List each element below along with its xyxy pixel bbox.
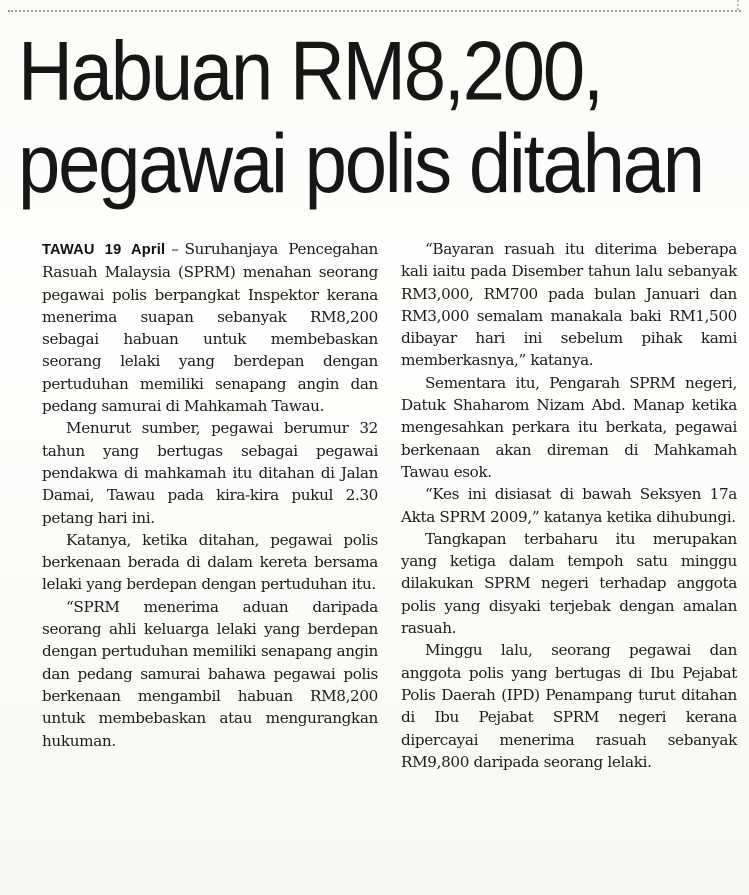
paragraph-lead — [42, 238, 378, 417]
dateline-dash: – — [171, 240, 179, 258]
paragraph: “Kes ini disiasat di bawah Seksyen 17a Akta SPRM 2009,” katanya ketika dihubungi. — [401, 485, 737, 526]
paragraph: Menurut sumber, pegawai berumur 32 tahun yang bertugas sebagai pegawai pendakwa di mahkamah itu ditahan di Jalan Damai, Tawau pada kira-kira pukul 2.30 petang hari ini. — [42, 419, 378, 527]
paragraph: “Bayaran rasuah itu diterima beberapa kali iaitu pada Disember tahun lalu sebanyak RM3,000, RM700 pada bulan Januari dan RM3,000 semalam manakala baki RM1,500 dibayar hari ini sebelum pihak kami memberkasnya,” katanya. — [401, 240, 737, 370]
article-headline — [18, 26, 738, 211]
paragraph: Sementara itu, Pengarah SPRM negeri, Datuk Shaharom Nizam Abd. Manap ketika mengesahkan perkara itu berkata, pegawai berkenaan akan direman di Mahkamah Tawau esok. — [401, 373, 737, 481]
article-column-left — [42, 238, 378, 752]
perforation-edge — [733, 0, 739, 10]
headline-line-2: pegawai polis ditahan — [18, 117, 703, 211]
paragraph: Minggu lalu, seorang pegawai dan anggota polis yang bertugas di Ibu Pejabat Polis Daerah (IPD) Penampang turut ditahan di Ibu Pejabat SPRM negeri kerana dipercayai menerima rasuah sebanyak RM9,800 daripada seorang lelaki. — [401, 641, 737, 771]
article-column-right — [401, 238, 737, 773]
perforation-rule — [8, 10, 741, 12]
paragraph-text: Suruhanjaya Pencegahan Rasuah Malaysia (SPRM) menahan seorang pegawai polis berpangkat Inspektor kerana menerima suapan sebanyak RM8,200 sebagai habuan untuk membebaskan seorang lelaki yang berdepan dengan pertuduhan memiliki senapang angin dan pedang samurai di Mahkamah Tawau. — [42, 240, 378, 416]
headline-line-1: Habuan RM8,200, — [18, 24, 602, 119]
paragraph: Katanya, ketika ditahan, pegawai polis berkenaan berada di dalam kereta bersama lelaki yang berdepan dengan pertuduhan itu. — [42, 530, 378, 594]
paragraph: Tangkapan terbaharu itu merupakan yang ketiga dalam tempoh satu minggu dilakukan SPRM negeri terhadap anggota polis yang disyaki terjebak dengan amalan rasuah. — [401, 529, 737, 638]
dateline: TAWAU 19 April — [42, 242, 166, 258]
paragraph: “SPRM menerima aduan daripada seorang ahli keluarga lelaki yang berdepan dengan pertuduhan memiliki senapang angin dan pedang samurai bahawa pegawai polis berkenaan mengambil habuan RM8,200 untuk membebaskan atau mengurangkan hukuman. — [42, 597, 378, 750]
